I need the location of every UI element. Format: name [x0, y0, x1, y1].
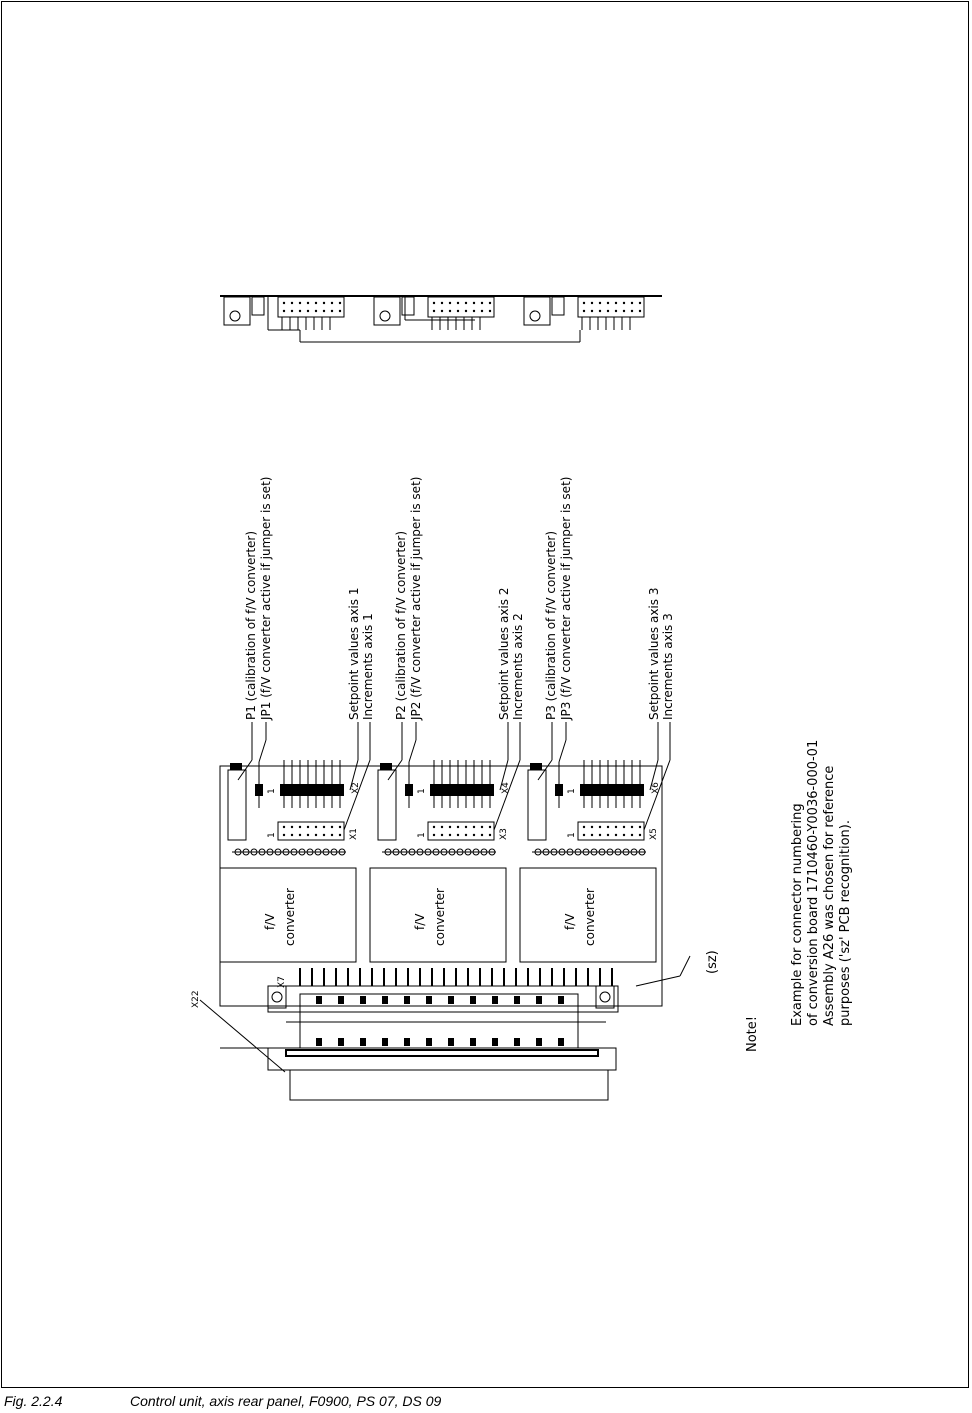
converter-label-2: converter — [433, 888, 447, 946]
conversion-board — [220, 766, 662, 1006]
top-pin-dot — [433, 310, 435, 312]
top-pot-icon — [530, 311, 540, 321]
pin-b-label: 1 — [417, 832, 427, 838]
top-pin-dot — [307, 302, 309, 304]
sub-d-pin-bottom — [382, 1038, 388, 1046]
increments-pin-dot — [449, 826, 451, 828]
increments-leader — [344, 760, 370, 830]
top-jumper — [252, 297, 264, 315]
increments-connector — [428, 822, 494, 840]
increments-pin-dot — [323, 826, 325, 828]
increments-pin-dot — [291, 834, 293, 836]
connector-b-label: X1 — [349, 828, 359, 840]
top-pin-dot — [631, 302, 633, 304]
top-pin-dot — [599, 302, 601, 304]
channel-2 — [370, 477, 525, 962]
sub-d-pin-bottom — [470, 1038, 476, 1046]
sub-d-pin-bottom — [514, 1038, 520, 1046]
top-pin-dot — [607, 310, 609, 312]
connector-x22-label: X22 — [191, 990, 201, 1008]
pin-a-label: 1 — [267, 788, 277, 794]
top-pin-dot — [307, 310, 309, 312]
top-pin-dot — [639, 302, 641, 304]
mount-hole-left — [272, 992, 282, 1002]
increments-pin-dot — [449, 834, 451, 836]
converter-label-2: converter — [583, 888, 597, 946]
board-marking-label: (sz) — [705, 950, 720, 974]
pin-a-label: 1 — [567, 788, 577, 794]
sub-d-pin-top — [470, 996, 476, 1004]
increments-pin-dot — [623, 834, 625, 836]
increments-label: Increments axis 1 — [361, 613, 375, 720]
top-pin-dot — [473, 302, 475, 304]
increments-pin-dot — [583, 834, 585, 836]
increments-pin-dot — [433, 834, 435, 836]
connector-x7-label: X7 — [277, 976, 287, 988]
sub-d-pin-bottom — [338, 1038, 344, 1046]
converter-label-1: f/V — [263, 913, 277, 930]
top-pin-dot — [457, 310, 459, 312]
increments-pin-dot — [591, 826, 593, 828]
increments-pin-dot — [583, 826, 585, 828]
increments-pin-dot — [457, 826, 459, 828]
top-pin-dot — [331, 310, 333, 312]
potentiometer-cap — [530, 763, 542, 770]
increments-pin-dot — [473, 826, 475, 828]
top-pin-dot — [489, 302, 491, 304]
top-pin-dot — [623, 310, 625, 312]
top-pin-dot — [583, 310, 585, 312]
jumper — [255, 784, 263, 796]
increments-pin-dot — [339, 834, 341, 836]
sub-d-pin-top — [382, 996, 388, 1004]
sub-d-pin-bottom — [492, 1038, 498, 1046]
increments-pin-dot — [465, 826, 467, 828]
jumper-leader — [409, 740, 416, 762]
top-jumper — [402, 297, 414, 315]
top-pin-dot — [441, 310, 443, 312]
connector-a-label: X2 — [351, 782, 361, 794]
sub-d-pin-top — [426, 996, 432, 1004]
figure-caption — [4, 1393, 964, 1411]
increments-pin-dot — [489, 834, 491, 836]
pin-b-label: 1 — [567, 832, 577, 838]
increments-leader — [494, 760, 520, 830]
jumper — [405, 784, 413, 796]
increments-pin-dot — [323, 834, 325, 836]
note-line-4: purposes ('sz' PCB recognition). — [838, 819, 853, 1026]
note-block — [745, 740, 853, 1052]
increments-pin-dot — [283, 826, 285, 828]
increments-pin-dot — [481, 826, 483, 828]
increments-pin-dot — [631, 834, 633, 836]
potentiometer-cap — [230, 763, 242, 770]
sub-d-pin-top — [514, 996, 520, 1004]
increments-pin-dot — [339, 826, 341, 828]
sub-d-pin-bottom — [426, 1038, 432, 1046]
top-pin-dot — [339, 302, 341, 304]
top-pin-dot — [433, 302, 435, 304]
increments-pin-dot — [631, 826, 633, 828]
connector-pins — [268, 968, 614, 1046]
top-pin-dot — [291, 310, 293, 312]
top-pin-dot — [291, 302, 293, 304]
top-pin-dot — [583, 302, 585, 304]
sub-d-pin-top — [360, 996, 366, 1004]
pot-label: P3 (calibration of f/V converter) — [544, 530, 558, 720]
increments-pin-dot — [591, 834, 593, 836]
top-jumper — [552, 297, 564, 315]
top-pin-dot — [339, 310, 341, 312]
top-pin-dot — [315, 310, 317, 312]
sub-d-pin-bottom — [316, 1038, 322, 1046]
sub-d-pin-bottom — [536, 1038, 542, 1046]
increments-label: Increments axis 2 — [511, 613, 525, 720]
increments-pin-dot — [331, 826, 333, 828]
jumper-leader — [259, 740, 266, 762]
top-pin-dot — [473, 310, 475, 312]
increments-pin-dot — [291, 826, 293, 828]
figure-caption-text: Control unit, axis rear panel, F0900, PS 07, DS 09 — [130, 1393, 442, 1409]
top-pin-dot — [591, 310, 593, 312]
top-pin-dot — [323, 302, 325, 304]
increments-pin-dot — [299, 834, 301, 836]
setpoint-connector-body — [580, 784, 644, 796]
sub-d-pin-bottom — [404, 1038, 410, 1046]
top-header — [578, 297, 644, 317]
setpoint-label: Setpoint values axis 1 — [347, 587, 361, 720]
sub-d-pin-top — [404, 996, 410, 1004]
channel-groups — [220, 477, 675, 962]
top-pin-dot — [615, 302, 617, 304]
top-pin-dot — [283, 310, 285, 312]
jumper-label: JP1 (f/V converter active if jumper is set) — [259, 476, 273, 720]
top-pin-dot — [465, 302, 467, 304]
sub-d-pin-top — [448, 996, 454, 1004]
jumper — [555, 784, 563, 796]
sub-d-pin-top — [492, 996, 498, 1004]
increments-pin-dot — [315, 834, 317, 836]
channel-3 — [520, 477, 675, 962]
potentiometer-body — [528, 770, 546, 840]
top-pin-dot — [449, 302, 451, 304]
converter-label-2: converter — [283, 888, 297, 946]
top-pin-dot — [299, 310, 301, 312]
note-line-2: of conversion board 1710460-Y0036-000-01 — [806, 739, 821, 1026]
top-pin-dot — [591, 302, 593, 304]
rear-panel-top-view — [220, 296, 662, 342]
top-pin-dot — [315, 302, 317, 304]
top-pot-icon — [380, 311, 390, 321]
increments-pin-dot — [607, 826, 609, 828]
top-pin-dot — [615, 310, 617, 312]
sub-d-pin-top — [316, 996, 322, 1004]
mount-tab-right — [596, 986, 614, 1008]
converter-label-1: f/V — [413, 913, 427, 930]
jumper-label: JP3 (f/V converter active if jumper is set) — [559, 476, 573, 720]
sub-d-pin-top — [558, 996, 564, 1004]
setpoint-label: Setpoint values axis 2 — [497, 587, 511, 720]
increments-pin-dot — [639, 834, 641, 836]
channel-1 — [220, 477, 375, 962]
sub-d-pin-top — [338, 996, 344, 1004]
mount-tab-left — [268, 986, 286, 1008]
sub-d-pin-bottom — [558, 1038, 564, 1046]
top-pin-dot — [449, 310, 451, 312]
potentiometer-body — [378, 770, 396, 840]
increments-label: Increments axis 3 — [661, 613, 675, 720]
increments-pin-dot — [441, 834, 443, 836]
sub-d-pin-bottom — [448, 1038, 454, 1046]
sub-d-pin-top — [536, 996, 542, 1004]
increments-pin-dot — [433, 826, 435, 828]
setpoint-connector-body — [430, 784, 494, 796]
top-pin-dot — [481, 302, 483, 304]
mount-hole-right — [600, 992, 610, 1002]
top-pin-dot — [457, 302, 459, 304]
increments-pin-dot — [315, 826, 317, 828]
increments-pin-dot — [599, 826, 601, 828]
increments-leader — [644, 760, 670, 830]
top-pin-dot — [299, 302, 301, 304]
increments-connector — [578, 822, 644, 840]
top-pot-icon — [230, 311, 240, 321]
top-pin-dot — [599, 310, 601, 312]
increments-pin-dot — [441, 826, 443, 828]
increments-pin-dot — [307, 826, 309, 828]
top-pin-dot — [441, 302, 443, 304]
increments-pin-dot — [489, 826, 491, 828]
increments-pin-dot — [481, 834, 483, 836]
increments-pin-dot — [639, 826, 641, 828]
top-pin-dot — [323, 310, 325, 312]
top-pin-dot — [639, 310, 641, 312]
top-pin-dot — [631, 310, 633, 312]
top-header — [278, 297, 344, 317]
increments-pin-dot — [615, 834, 617, 836]
jumper-label: JP2 (f/V converter active if jumper is set) — [409, 476, 423, 720]
increments-pin-dot — [457, 834, 459, 836]
top-pin-dot — [623, 302, 625, 304]
top-pin-dot — [481, 310, 483, 312]
increments-pin-dot — [307, 834, 309, 836]
setpoint-connector-body — [280, 784, 344, 796]
increments-pin-dot — [283, 834, 285, 836]
connector-a-label: X4 — [501, 782, 511, 794]
connector-b-label: X5 — [649, 828, 659, 840]
connector-b-label: X3 — [499, 828, 509, 840]
increments-pin-dot — [299, 826, 301, 828]
increments-pin-dot — [465, 834, 467, 836]
pot-label: P1 (calibration of f/V converter) — [244, 530, 258, 720]
top-pin-dot — [607, 302, 609, 304]
converter-label-1: f/V — [563, 913, 577, 930]
top-pin-dot — [465, 310, 467, 312]
pot-label: P2 (calibration of f/V converter) — [394, 530, 408, 720]
increments-pin-dot — [615, 826, 617, 828]
note-title: Note! — [745, 1016, 760, 1052]
potentiometer-cap — [380, 763, 392, 770]
sub-d-pin-bottom — [360, 1038, 366, 1046]
increments-pin-dot — [607, 834, 609, 836]
pin-a-label: 1 — [417, 788, 427, 794]
figure-number: Fig. 2.2.4 — [4, 1393, 63, 1409]
increments-pin-dot — [473, 834, 475, 836]
note-line-1: Example for connector numbering — [790, 803, 805, 1026]
increments-pin-dot — [599, 834, 601, 836]
increments-connector — [278, 822, 344, 840]
connector-a-label: X6 — [651, 782, 661, 794]
setpoint-label: Setpoint values axis 3 — [647, 587, 661, 720]
jumper-leader — [559, 740, 566, 762]
note-line-3: Assembly A26 was chosen for reference — [822, 765, 837, 1026]
pin-b-label: 1 — [267, 832, 277, 838]
top-pin-dot — [283, 302, 285, 304]
top-pin-dot — [489, 310, 491, 312]
potentiometer-body — [228, 770, 246, 840]
top-header — [428, 297, 494, 317]
top-pin-dot — [331, 302, 333, 304]
increments-pin-dot — [331, 834, 333, 836]
increments-pin-dot — [623, 826, 625, 828]
